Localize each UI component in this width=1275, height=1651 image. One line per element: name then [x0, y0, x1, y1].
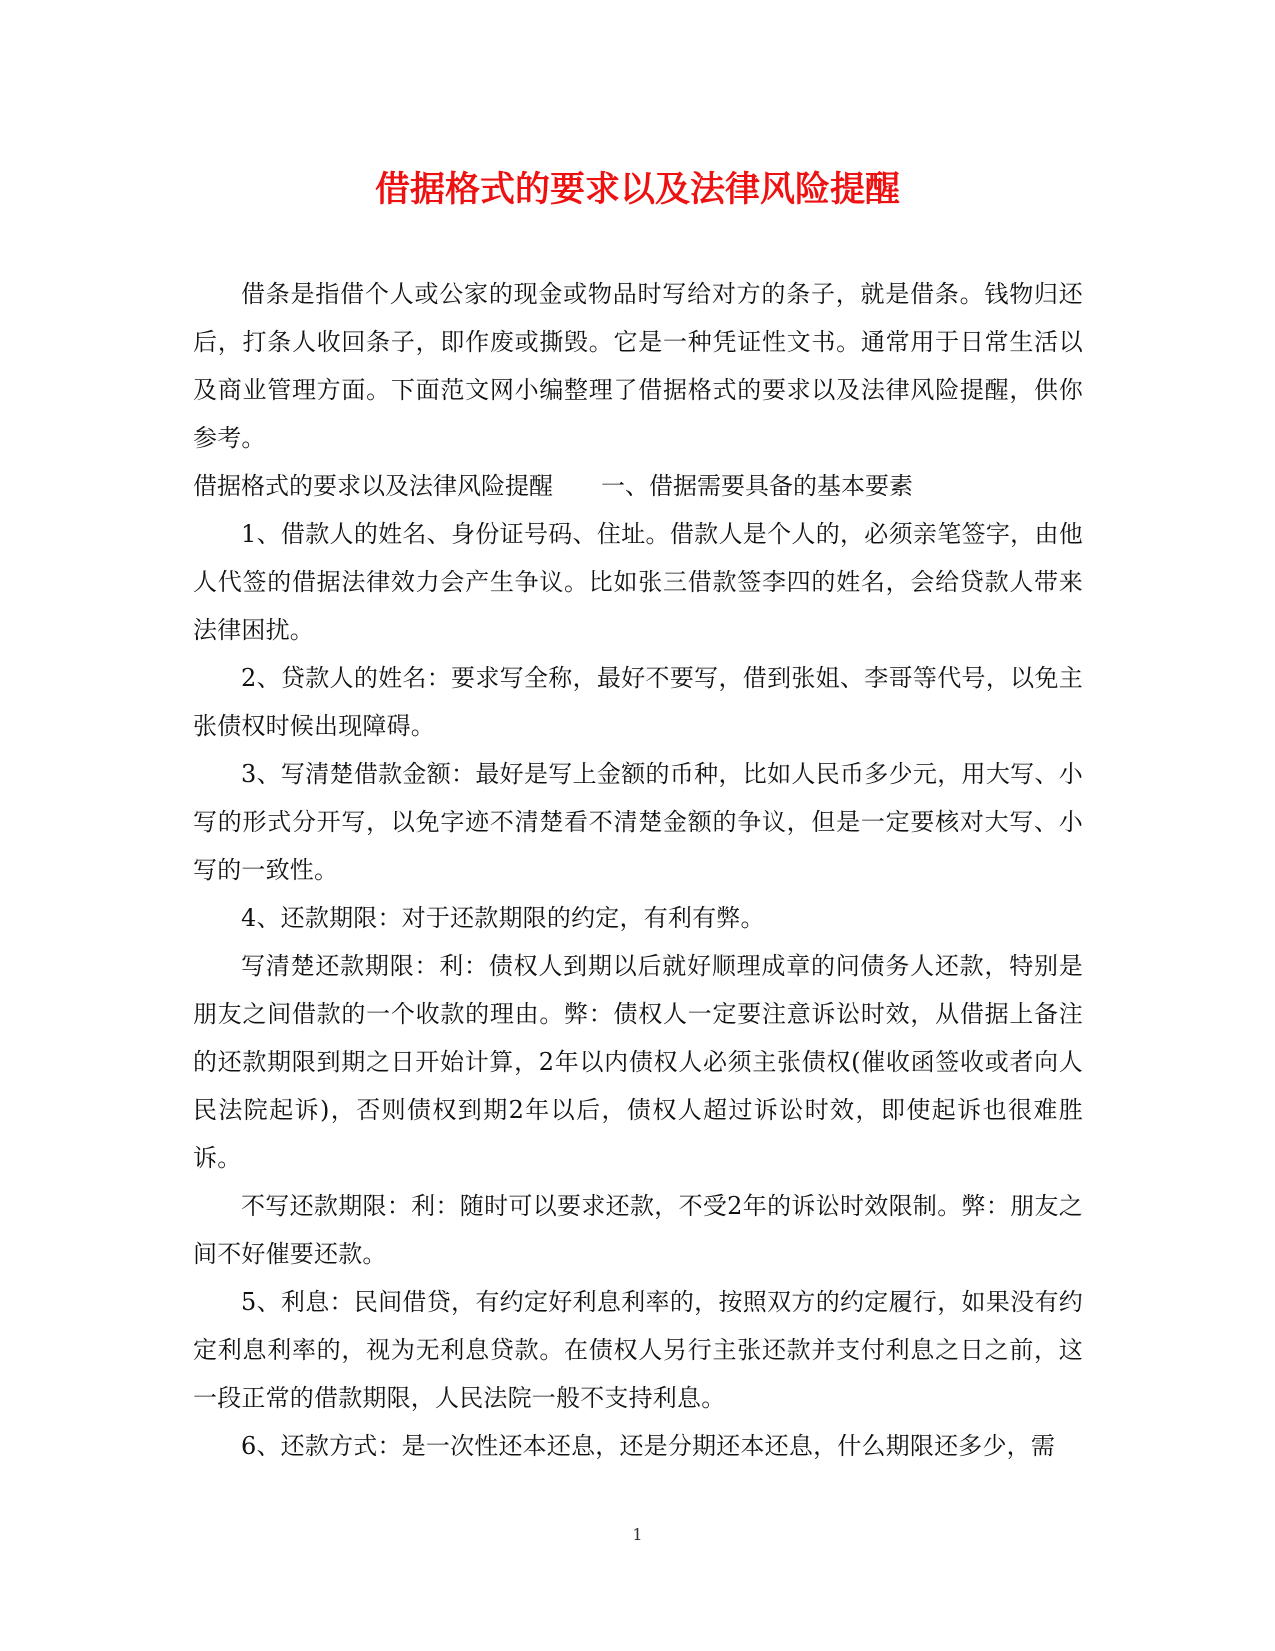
item-2-paragraph: 2、贷款人的姓名：要求写全称，最好不要写，借到张姐、李哥等代号，以免主张债权时候出现障碍。	[193, 664, 1083, 740]
document-title: 借据格式的要求以及法律风险提醒	[374, 169, 900, 210]
item-4-paragraph: 4、还款期限：对于还款期限的约定，有利有弊。	[241, 904, 765, 932]
page-number: 1	[632, 1525, 643, 1544]
item-1-paragraph: 1、借款人的姓名、身份证号码、住址。借款人是个人的，必须亲笔签字，由他人代签的借据法律效力会产生争议。比如张三借款签李四的姓名，会给贷款人带来法律困扰。	[193, 520, 1083, 644]
item-4-write-paragraph: 写清楚还款期限：利：债权人到期以后就好顺理成章的问债务人还款，特别是朋友之间借款的一个收款的理由。弊：债权人一定要注意诉讼时效，从借据上备注的还款期限到期之日开始计算，2年以内债权人必须主张债权(催收函签收或者向人民法院起诉)，否则债权到期2年以后，债权人超过诉讼时效，即使起诉也很难胜诉。	[193, 952, 1083, 1172]
section-heading-left: 借据格式的要求以及法律风险提醒	[193, 472, 553, 500]
intro-paragraph: 借条是指借个人或公家的现金或物品时写给对方的条子，就是借条。钱物归还后，打条人收回条子，即作废或撕毁。它是一种凭证性文书。通常用于日常生活以及商业管理方面。下面范文网小编整理了借据格式的要求以及法律风险提醒，供你参考。	[193, 280, 1083, 452]
item-4-nowrite-paragraph: 不写还款期限：利：随时可以要求还款，不受2年的诉讼时效限制。弊：朋友之间不好催要还款。	[193, 1192, 1083, 1268]
document-body	[193, 270, 1083, 1470]
item-3-paragraph: 3、写清楚借款金额：最好是写上金额的币种，比如人民币多少元，用大写、小写的形式分开写，以免字迹不清楚看不清楚金额的争议，但是一定要核对大写、小写的一致性。	[193, 760, 1083, 884]
item-5-paragraph: 5、利息：民间借贷，有约定好利息利率的，按照双方的约定履行，如果没有约定利息利率的，视为无利息贷款。在债权人另行主张还款并支付利息之日之前，这一段正常的借款期限，人民法院一般不支持利息。	[193, 1288, 1083, 1412]
item-6-paragraph: 6、还款方式：是一次性还本还息，还是分期还本还息，什么期限还多少，需	[241, 1432, 1056, 1460]
section-heading-line	[193, 462, 1083, 510]
section-heading-right: 一、借据需要具备的基本要素	[601, 472, 913, 500]
